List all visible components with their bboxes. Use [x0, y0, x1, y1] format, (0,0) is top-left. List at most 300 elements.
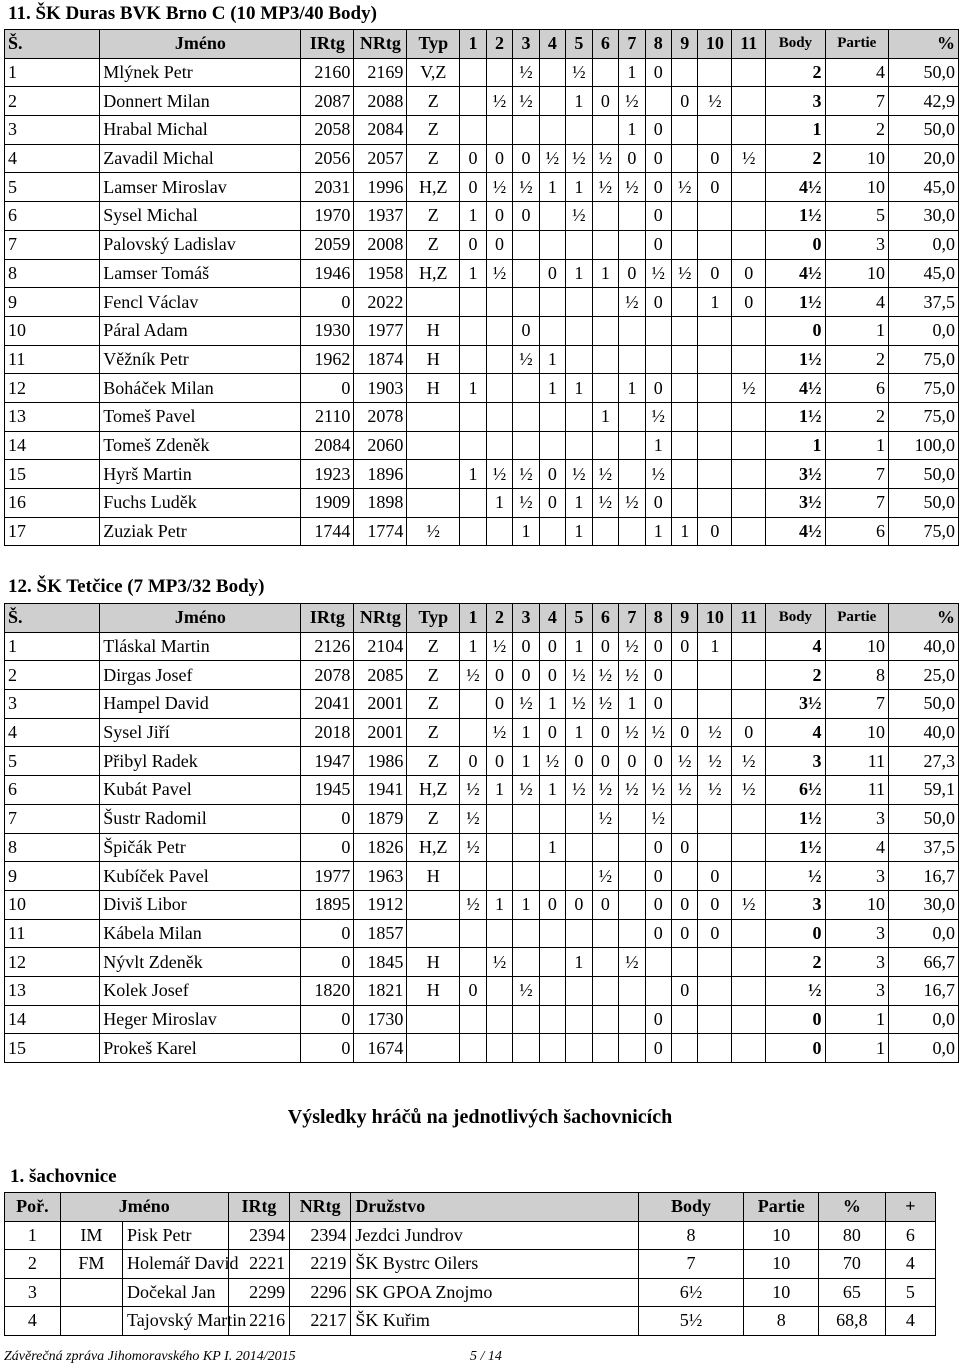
round-result	[513, 919, 539, 948]
player-rank: 2	[5, 87, 100, 116]
column-header: Poř.	[5, 1193, 61, 1222]
round-result	[698, 402, 732, 431]
round-result	[486, 976, 512, 1005]
round-result	[592, 1005, 618, 1034]
round-result: ½	[592, 776, 618, 805]
table-row	[5, 776, 959, 805]
table-row	[5, 919, 959, 948]
round-result	[566, 316, 592, 345]
player-type	[407, 402, 460, 431]
table-row	[5, 288, 959, 317]
round-result	[619, 1034, 645, 1063]
player-points: 2	[766, 58, 825, 87]
player-points: 2	[766, 948, 825, 977]
player-points: 7	[638, 1250, 744, 1279]
round-result: ½	[645, 718, 671, 747]
player-rank: 15	[5, 460, 100, 489]
player-percent: 45,0	[889, 173, 959, 202]
round-result: 0	[460, 173, 486, 202]
player-irtg: 0	[301, 1005, 354, 1034]
column-header: Jméno	[100, 604, 301, 633]
round-result	[486, 1034, 512, 1063]
player-rank: 4	[5, 718, 100, 747]
round-result: 0	[592, 87, 618, 116]
round-result: 0	[645, 632, 671, 661]
round-result: ½	[645, 460, 671, 489]
column-header: Š.	[5, 604, 100, 633]
player-percent: 25,0	[889, 661, 959, 690]
table-row	[5, 718, 959, 747]
round-result	[672, 804, 698, 833]
player-irtg: 0	[301, 1034, 354, 1063]
round-result: ½	[592, 690, 618, 719]
round-result	[566, 116, 592, 145]
round-result	[592, 316, 618, 345]
player-team: Jezdci Jundrov	[351, 1221, 638, 1250]
column-header: IRtg	[301, 604, 354, 633]
table-row	[5, 1250, 936, 1279]
round-result	[732, 489, 766, 518]
column-header: Typ	[407, 30, 460, 59]
round-result: ½	[672, 259, 698, 288]
round-result	[732, 976, 766, 1005]
player-percent: 100,0	[889, 431, 959, 460]
player-nrtg: 2394	[290, 1221, 351, 1250]
player-rank: 13	[5, 976, 100, 1005]
column-header: 1	[460, 604, 486, 633]
round-result: 0	[513, 632, 539, 661]
player-name: Boháček Milan	[100, 374, 301, 403]
round-result: ½	[513, 460, 539, 489]
round-result: 0	[672, 632, 698, 661]
round-result	[460, 402, 486, 431]
round-result: ½	[460, 890, 486, 919]
table-row	[5, 661, 959, 690]
player-games: 10	[825, 718, 889, 747]
round-result	[732, 316, 766, 345]
round-result	[539, 517, 565, 546]
round-result	[513, 804, 539, 833]
round-result: 0	[539, 632, 565, 661]
player-plus: 5	[885, 1278, 935, 1307]
column-header: Š.	[5, 30, 100, 59]
player-points: 4	[766, 632, 825, 661]
player-type: Z	[407, 202, 460, 231]
round-result	[698, 1034, 732, 1063]
player-rank: 1	[5, 58, 100, 87]
round-result: 0	[672, 833, 698, 862]
round-result	[486, 116, 512, 145]
player-rank: 14	[5, 431, 100, 460]
player-games: 4	[825, 833, 889, 862]
player-name: Kábela Milan	[100, 919, 301, 948]
player-points: 3	[766, 87, 825, 116]
player-irtg: 0	[301, 288, 354, 317]
round-result	[513, 116, 539, 145]
player-games: 2	[825, 402, 889, 431]
player-games: 1	[825, 316, 889, 345]
round-result: 1	[513, 747, 539, 776]
player-games: 10	[744, 1250, 819, 1279]
round-result: ½	[486, 87, 512, 116]
round-result: 0	[645, 1034, 671, 1063]
round-result: 1	[698, 288, 732, 317]
round-result	[672, 862, 698, 891]
column-header: 9	[672, 604, 698, 633]
round-result	[619, 460, 645, 489]
round-result	[592, 288, 618, 317]
player-irtg: 2216	[228, 1307, 289, 1336]
round-result	[592, 976, 618, 1005]
column-header: Partie	[744, 1193, 819, 1222]
player-percent: 50,0	[889, 58, 959, 87]
column-header: 6	[592, 30, 618, 59]
round-result: 0	[539, 489, 565, 518]
player-type: H	[407, 976, 460, 1005]
round-result: 0	[698, 517, 732, 546]
player-points: 4½	[766, 259, 825, 288]
section-title-duras: 11. ŠK Duras BVK Brno C (10 MP3/40 Body)	[8, 3, 377, 24]
player-points: 3½	[766, 460, 825, 489]
column-header: IRtg	[301, 30, 354, 59]
round-result: 1	[566, 718, 592, 747]
player-type	[407, 1005, 460, 1034]
round-result: 0	[592, 718, 618, 747]
round-result: 0	[672, 919, 698, 948]
round-result	[698, 374, 732, 403]
round-result: 1	[486, 776, 512, 805]
player-games: 3	[825, 976, 889, 1005]
column-header: %	[889, 30, 959, 59]
round-result	[698, 230, 732, 259]
round-result: ½	[732, 776, 766, 805]
round-result: ½	[460, 833, 486, 862]
table-row	[5, 1278, 936, 1307]
player-plus: 4	[885, 1307, 935, 1336]
round-result	[486, 833, 512, 862]
round-result	[732, 833, 766, 862]
round-result	[619, 976, 645, 1005]
round-result	[698, 202, 732, 231]
player-type: V,Z	[407, 58, 460, 87]
player-name: Hyrš Martin	[100, 460, 301, 489]
player-type: ½	[407, 517, 460, 546]
round-result: 1	[539, 345, 565, 374]
round-result	[486, 919, 512, 948]
player-nrtg: 2060	[354, 431, 407, 460]
round-result	[619, 517, 645, 546]
round-result: 1	[672, 517, 698, 546]
player-percent: 0,0	[889, 316, 959, 345]
player-rank: 2	[5, 1250, 61, 1279]
player-irtg: 1744	[301, 517, 354, 546]
player-points: 5½	[638, 1307, 744, 1336]
round-result	[539, 230, 565, 259]
round-result: ½	[566, 144, 592, 173]
round-result	[566, 1005, 592, 1034]
round-result: ½	[592, 661, 618, 690]
player-plus: 6	[885, 1221, 935, 1250]
column-header: 4	[539, 604, 565, 633]
round-result: 0	[539, 890, 565, 919]
player-name: Holemář David	[123, 1250, 229, 1279]
player-name: Kubíček Pavel	[100, 862, 301, 891]
player-name: Dirgas Josef	[100, 661, 301, 690]
player-percent: 30,0	[889, 890, 959, 919]
round-result: 0	[672, 976, 698, 1005]
round-result	[592, 431, 618, 460]
player-rank: 5	[5, 747, 100, 776]
table-row	[5, 948, 959, 977]
round-result	[732, 116, 766, 145]
round-result	[645, 976, 671, 1005]
column-header: IRtg	[228, 1193, 289, 1222]
player-type: Z	[407, 718, 460, 747]
player-percent: 75,0	[889, 402, 959, 431]
round-result: 1	[566, 259, 592, 288]
round-result: ½	[698, 87, 732, 116]
player-type: H	[407, 374, 460, 403]
column-header: Body	[766, 30, 825, 59]
player-points: 3	[766, 747, 825, 776]
player-type: Z	[407, 804, 460, 833]
round-result	[732, 1034, 766, 1063]
player-percent: 16,7	[889, 862, 959, 891]
round-result: ½	[645, 402, 671, 431]
round-result	[732, 804, 766, 833]
round-result	[672, 489, 698, 518]
round-result	[513, 862, 539, 891]
player-name: Kubát Pavel	[100, 776, 301, 805]
round-result	[486, 862, 512, 891]
header-row	[5, 1193, 936, 1222]
player-name: Věžník Petr	[100, 345, 301, 374]
round-result: 0	[486, 144, 512, 173]
round-result: 1	[566, 173, 592, 202]
round-result: 1	[566, 374, 592, 403]
round-result: 1	[513, 890, 539, 919]
player-irtg: 1970	[301, 202, 354, 231]
header-row	[5, 604, 959, 633]
column-header: 2	[486, 604, 512, 633]
round-result: 0	[592, 632, 618, 661]
player-points: ½	[766, 862, 825, 891]
round-result	[672, 202, 698, 231]
player-percent: 37,5	[889, 288, 959, 317]
round-result: ½	[619, 776, 645, 805]
player-nrtg: 1958	[354, 259, 407, 288]
player-name: Tomeš Pavel	[100, 402, 301, 431]
player-games: 1	[825, 431, 889, 460]
round-result: ½	[460, 804, 486, 833]
player-games: 10	[825, 890, 889, 919]
round-result	[539, 288, 565, 317]
player-games: 3	[825, 862, 889, 891]
player-percent: 80	[819, 1221, 886, 1250]
round-result: 1	[566, 517, 592, 546]
team-table-tetcice	[4, 603, 959, 1063]
player-nrtg: 2057	[354, 144, 407, 173]
round-result	[698, 1005, 732, 1034]
round-result: 0	[460, 144, 486, 173]
round-result: 1	[566, 87, 592, 116]
player-rank: 11	[5, 919, 100, 948]
player-points: 4½	[766, 173, 825, 202]
player-nrtg: 1898	[354, 489, 407, 518]
player-type	[407, 288, 460, 317]
player-percent: 50,0	[889, 804, 959, 833]
round-result: 0	[645, 374, 671, 403]
round-result: 0	[539, 661, 565, 690]
player-irtg: 2018	[301, 718, 354, 747]
round-result	[619, 919, 645, 948]
player-type	[407, 1034, 460, 1063]
round-result: 1	[592, 402, 618, 431]
round-result: 0	[645, 489, 671, 518]
round-result	[486, 402, 512, 431]
player-nrtg: 2217	[290, 1307, 351, 1336]
round-result: 0	[486, 747, 512, 776]
round-result	[645, 948, 671, 977]
round-result: 0	[486, 202, 512, 231]
round-result: 1	[539, 374, 565, 403]
round-result: ½	[672, 173, 698, 202]
round-result: 1	[460, 632, 486, 661]
player-name: Fencl Václav	[100, 288, 301, 317]
table-row	[5, 1221, 936, 1250]
table-row	[5, 173, 959, 202]
player-rank: 3	[5, 690, 100, 719]
table-row	[5, 489, 959, 518]
round-result	[460, 288, 486, 317]
round-result: ½	[539, 144, 565, 173]
round-result	[513, 431, 539, 460]
round-result	[539, 116, 565, 145]
round-result: 0	[645, 58, 671, 87]
player-irtg: 1977	[301, 862, 354, 891]
player-name: Pisk Petr	[123, 1221, 229, 1250]
round-result	[513, 288, 539, 317]
round-result: 0	[672, 87, 698, 116]
player-irtg: 0	[301, 919, 354, 948]
round-result: 1	[539, 776, 565, 805]
round-result: 0	[672, 890, 698, 919]
player-irtg: 2084	[301, 431, 354, 460]
round-result: ½	[486, 460, 512, 489]
player-points: 3½	[766, 489, 825, 518]
player-irtg: 0	[301, 833, 354, 862]
player-games: 7	[825, 489, 889, 518]
table-row	[5, 316, 959, 345]
round-result: ½	[698, 718, 732, 747]
round-result	[672, 948, 698, 977]
player-rank: 8	[5, 259, 100, 288]
round-result	[672, 316, 698, 345]
player-rank: 10	[5, 890, 100, 919]
round-result: ½	[486, 718, 512, 747]
player-irtg: 2041	[301, 690, 354, 719]
round-result: 1	[619, 374, 645, 403]
round-result: ½	[732, 144, 766, 173]
round-result	[513, 259, 539, 288]
round-result: 0	[698, 259, 732, 288]
round-result	[672, 431, 698, 460]
player-percent: 0,0	[889, 1034, 959, 1063]
round-result: 1	[592, 259, 618, 288]
player-name: Tajovský Martin	[123, 1307, 229, 1336]
player-name: Heger Miroslav	[100, 1005, 301, 1034]
player-nrtg: 2022	[354, 288, 407, 317]
round-result	[672, 1005, 698, 1034]
round-result: 0	[732, 288, 766, 317]
player-irtg: 0	[301, 948, 354, 977]
round-result	[672, 116, 698, 145]
round-result: ½	[513, 173, 539, 202]
player-points: 1½	[766, 288, 825, 317]
round-result	[698, 58, 732, 87]
round-result	[619, 890, 645, 919]
header-row	[5, 30, 959, 59]
round-result	[460, 517, 486, 546]
round-result: 1	[698, 632, 732, 661]
player-name: Kolek Josef	[100, 976, 301, 1005]
round-result: 0	[645, 1005, 671, 1034]
round-result	[645, 345, 671, 374]
round-result	[732, 862, 766, 891]
player-name: Mlýnek Petr	[100, 58, 301, 87]
player-irtg: 2126	[301, 632, 354, 661]
player-points: 4½	[766, 517, 825, 546]
results-title: Výsledky hráčů na jednotlivých šachovnicích	[287, 1106, 673, 1128]
player-points: 6½	[766, 776, 825, 805]
player-percent: 75,0	[889, 345, 959, 374]
player-games: 10	[825, 632, 889, 661]
player-points: 0	[766, 1005, 825, 1034]
round-result: ½	[460, 776, 486, 805]
player-percent: 66,7	[889, 948, 959, 977]
player-percent: 50,0	[889, 489, 959, 518]
column-header: 10	[698, 604, 732, 633]
player-games: 2	[825, 345, 889, 374]
player-nrtg: 2084	[354, 116, 407, 145]
player-percent: 59,1	[889, 776, 959, 805]
round-result: 0	[539, 259, 565, 288]
player-rank: 4	[5, 1307, 61, 1336]
player-type	[407, 890, 460, 919]
player-name: Páral Adam	[100, 316, 301, 345]
player-games: 11	[825, 747, 889, 776]
player-name: Prokeš Karel	[100, 1034, 301, 1063]
player-points: 4½	[766, 374, 825, 403]
player-points: 1	[766, 116, 825, 145]
round-result	[486, 288, 512, 317]
player-games: 8	[744, 1307, 819, 1336]
player-name: Zavadil Michal	[100, 144, 301, 173]
player-type: H,Z	[407, 173, 460, 202]
player-rank: 12	[5, 948, 100, 977]
player-games: 1	[825, 1005, 889, 1034]
round-result	[592, 948, 618, 977]
round-result	[566, 804, 592, 833]
table-row	[5, 202, 959, 231]
table-row	[5, 460, 959, 489]
player-rank: 12	[5, 374, 100, 403]
round-result	[486, 374, 512, 403]
player-nrtg: 2001	[354, 718, 407, 747]
player-irtg: 2299	[228, 1278, 289, 1307]
round-result: ½	[672, 776, 698, 805]
round-result	[539, 1005, 565, 1034]
